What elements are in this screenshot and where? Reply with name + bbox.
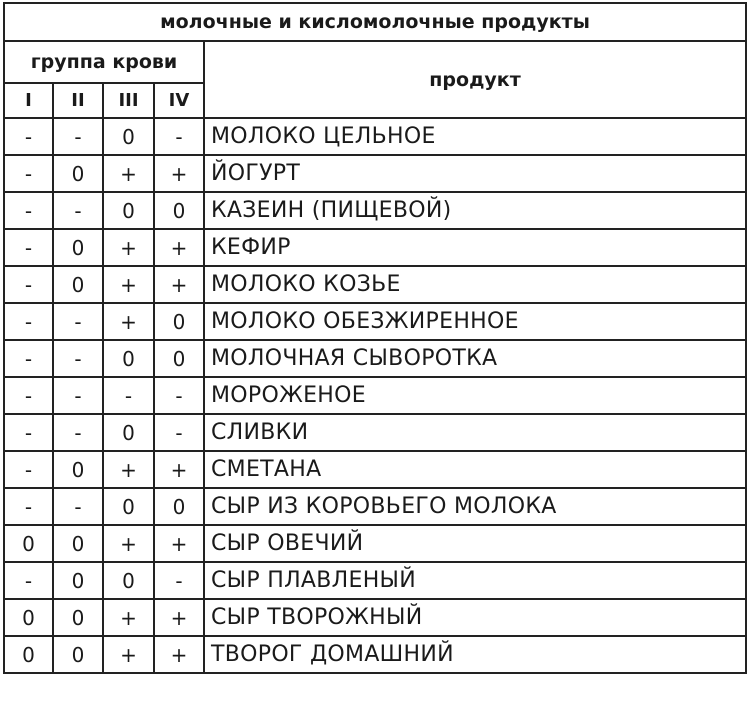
compatibility-cell: -: [4, 155, 53, 192]
compatibility-cell: -: [154, 562, 204, 599]
table-row: [4, 303, 746, 340]
product-name-cell: СМЕТАНА: [204, 451, 746, 488]
compatibility-cell: +: [154, 155, 204, 192]
table-row: [4, 229, 746, 266]
compatibility-cell: -: [53, 118, 103, 155]
compatibility-cell: -: [53, 192, 103, 229]
compatibility-cell: +: [103, 599, 154, 636]
product-name-cell: ЙОГУРТ: [204, 155, 746, 192]
compatibility-cell: -: [53, 414, 103, 451]
blood-group-iii-header: III: [103, 83, 154, 118]
blood-group-header: группа крови: [4, 41, 204, 83]
compatibility-cell: +: [103, 303, 154, 340]
compatibility-cell: +: [103, 636, 154, 673]
product-name-cell: МОЛОКО ЦЕЛЬНОЕ: [204, 118, 746, 155]
blood-group-ii-header: II: [53, 83, 103, 118]
table-body: [4, 118, 746, 673]
compatibility-cell: -: [154, 414, 204, 451]
compatibility-cell: +: [154, 525, 204, 562]
compatibility-cell: -: [4, 414, 53, 451]
table-row: [4, 636, 746, 673]
compatibility-cell: -: [4, 488, 53, 525]
compatibility-cell: -: [154, 377, 204, 414]
compatibility-cell: +: [154, 451, 204, 488]
compatibility-cell: 0: [53, 599, 103, 636]
blood-group-iv-header: IV: [154, 83, 204, 118]
compatibility-cell: -: [4, 340, 53, 377]
compatibility-cell: -: [4, 192, 53, 229]
product-name-cell: МОРОЖЕНОЕ: [204, 377, 746, 414]
compatibility-cell: -: [53, 303, 103, 340]
compatibility-cell: 0: [4, 636, 53, 673]
table-row: [4, 414, 746, 451]
compatibility-cell: 0: [103, 414, 154, 451]
table-row: [4, 340, 746, 377]
table-row: [4, 377, 746, 414]
compatibility-cell: 0: [154, 340, 204, 377]
product-name-cell: СЫР ТВОРОЖНЫЙ: [204, 599, 746, 636]
compatibility-cell: 0: [103, 488, 154, 525]
compatibility-cell: +: [103, 451, 154, 488]
compatibility-cell: 0: [53, 451, 103, 488]
table-title: молочные и кисломолочные продукты: [4, 3, 746, 41]
compatibility-cell: -: [53, 488, 103, 525]
table-row: [4, 562, 746, 599]
compatibility-cell: -: [53, 340, 103, 377]
compatibility-cell: -: [4, 229, 53, 266]
compatibility-cell: 0: [154, 303, 204, 340]
table-row: [4, 451, 746, 488]
compatibility-cell: 0: [53, 562, 103, 599]
product-header: продукт: [204, 41, 746, 118]
table-row: [4, 525, 746, 562]
compatibility-cell: -: [53, 377, 103, 414]
product-name-cell: СЛИВКИ: [204, 414, 746, 451]
compatibility-cell: 0: [53, 636, 103, 673]
compatibility-cell: +: [154, 636, 204, 673]
table-row: [4, 118, 746, 155]
compatibility-cell: -: [4, 562, 53, 599]
product-name-cell: КАЗЕИН (ПИЩЕВОЙ): [204, 192, 746, 229]
compatibility-cell: +: [154, 599, 204, 636]
compatibility-cell: 0: [154, 192, 204, 229]
compatibility-cell: -: [4, 118, 53, 155]
compatibility-cell: 0: [53, 155, 103, 192]
table-row: [4, 155, 746, 192]
compatibility-cell: +: [154, 229, 204, 266]
compatibility-cell: -: [4, 266, 53, 303]
table-row: [4, 266, 746, 303]
compatibility-cell: +: [103, 266, 154, 303]
compatibility-cell: 0: [53, 266, 103, 303]
product-name-cell: МОЛОКО ОБЕЗЖИРЕННОЕ: [204, 303, 746, 340]
compatibility-cell: -: [154, 118, 204, 155]
compatibility-cell: -: [4, 377, 53, 414]
product-name-cell: МОЛОЧНАЯ СЫВОРОТКА: [204, 340, 746, 377]
compatibility-cell: -: [103, 377, 154, 414]
compatibility-cell: 0: [103, 118, 154, 155]
compatibility-cell: 0: [103, 562, 154, 599]
table-row: [4, 192, 746, 229]
table-row: [4, 488, 746, 525]
compatibility-cell: +: [154, 266, 204, 303]
compatibility-cell: 0: [103, 340, 154, 377]
product-name-cell: СЫР ПЛАВЛЕНЫЙ: [204, 562, 746, 599]
table-row: [4, 599, 746, 636]
product-name-cell: ТВОРОГ ДОМАШНИЙ: [204, 636, 746, 673]
product-name-cell: МОЛОКО КОЗЬЕ: [204, 266, 746, 303]
compatibility-cell: 0: [53, 525, 103, 562]
compatibility-cell: +: [103, 525, 154, 562]
compatibility-cell: 0: [53, 229, 103, 266]
compatibility-cell: -: [4, 451, 53, 488]
product-name-cell: КЕФИР: [204, 229, 746, 266]
blood-group-i-header: I: [4, 83, 53, 118]
product-name-cell: СЫР ИЗ КОРОВЬЕГО МОЛОКА: [204, 488, 746, 525]
compatibility-cell: 0: [4, 599, 53, 636]
product-name-cell: СЫР ОВЕЧИЙ: [204, 525, 746, 562]
dairy-products-table: [3, 2, 747, 674]
compatibility-cell: +: [103, 155, 154, 192]
compatibility-cell: +: [103, 229, 154, 266]
compatibility-cell: 0: [103, 192, 154, 229]
compatibility-cell: 0: [154, 488, 204, 525]
compatibility-cell: 0: [4, 525, 53, 562]
compatibility-cell: -: [4, 303, 53, 340]
